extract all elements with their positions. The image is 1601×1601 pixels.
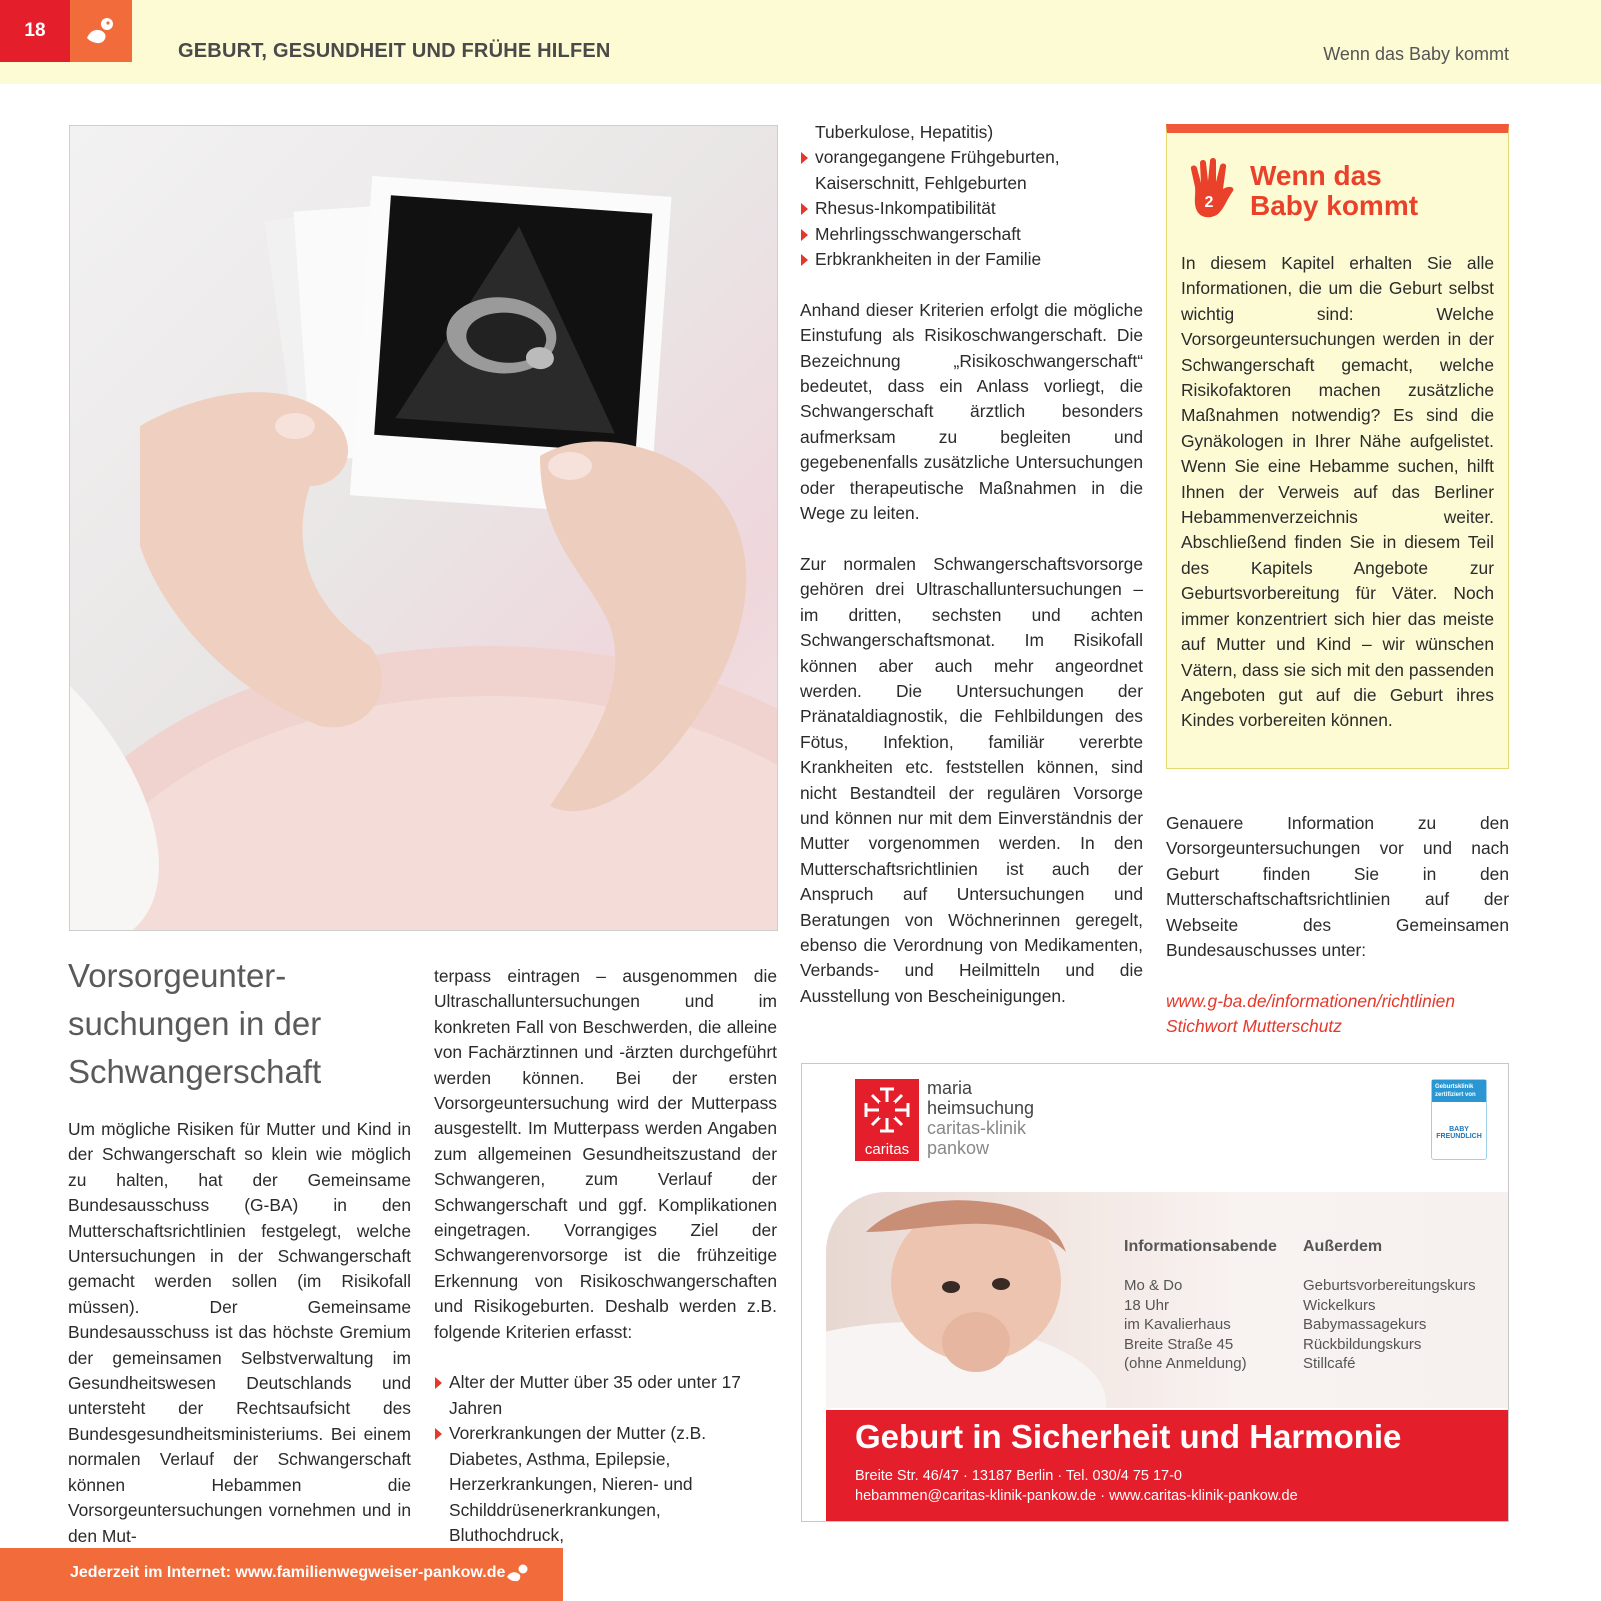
- ultrasound-photo: [69, 125, 778, 931]
- clinic-name-line: caritas-klinik: [927, 1118, 1027, 1138]
- info-box-title-line: Baby kommt: [1250, 190, 1419, 221]
- more-info-block: [1166, 811, 1509, 1040]
- courses-heading: Außerdem: [1303, 1238, 1383, 1255]
- info-box-title-line: Wenn das: [1250, 160, 1382, 191]
- heading-line: suchungen in der: [68, 1005, 322, 1042]
- section-title: GEBURT, GESUNDHEIT UND FRÜHE HILFEN: [178, 40, 611, 62]
- chapter-title: Wenn das Baby kommt: [1323, 44, 1509, 64]
- course-item: Rückbildungskurs: [1303, 1335, 1422, 1353]
- hand-icon: [1181, 157, 1241, 221]
- caritas-cross-icon: [862, 1085, 912, 1135]
- info-evenings-heading: Informationsabende: [1124, 1238, 1277, 1255]
- list-continuation: Tuberkulose, Hepatitis): [815, 122, 994, 142]
- detail-line: 18 Uhr: [1124, 1296, 1170, 1314]
- criteria-list: [434, 1370, 777, 1548]
- article-paragraph: Anhand dieser Kriterien erfolgt die mögliche Einstufung als Risikoschwangerschaft. Die Bezeichnung „Risikoschwangerschaft“ bedeutet, dass ein Anlass vorliegt, die Schwangerschaft ärztlich besonders aufmerksam zu begleiten und gegebenenfalls zusätzliche Untersuchungen oder therapeutische Maßnahmen in die Wege zu leiten.: [800, 299, 1143, 524]
- article-column-2: [434, 964, 777, 1548]
- heading-line: Schwangerschaft: [68, 1053, 322, 1090]
- page-footer: [0, 1548, 563, 1601]
- heading-line: Vorsorgeunter-: [68, 957, 287, 994]
- criteria-list-continued: [800, 145, 1143, 272]
- baby-icon: [83, 16, 119, 46]
- page-header: [0, 0, 1601, 84]
- chapter-info-box: [1166, 124, 1509, 769]
- course-item: Stillcafé: [1303, 1355, 1356, 1372]
- baby-icon: [505, 1563, 531, 1583]
- ad-slogan: Geburt in Sicherheit und Harmonie: [855, 1418, 1402, 1455]
- slogan-band: [826, 1410, 1508, 1521]
- article-paragraph: terpass eintragen – ausgenommen die Ultraschalluntersuchungen und im konkreten Fall von Beschwerden, die alleine von Fachärztinnen und -ärzten durchgeführt werden können. Bei der ersten Vorsorgeuntersuchung wird der Mutterpass ausgestellt. Im Mutterpass werden Angaben zum allgemeinen Gesundheitszustand der Schwangeren, zum Verlauf der Schwangerschaft und ggf. Komplikationen eingetragen. Vorrangiges Ziel der Schwangerenvorsorge ist die frühzeitige Erkennung von Risikoschwangerschaften und Risikogeburten. Deshalb werden z.B. folgende Kriterien erfasst:: [434, 966, 777, 1342]
- clinic-advertisement: [801, 1063, 1509, 1522]
- baby-friendly-badge: [1431, 1079, 1487, 1160]
- detail-line: Breite Straße 45: [1124, 1335, 1234, 1353]
- more-info-text: Genauere Information zu den Vorsorgeuntersuchungen vor und nach Geburt finden Sie in den Mutterschaftschaftsrichtlinien auf der Webseite des Gemeinsamen Bundesauschusses unter:: [1166, 813, 1509, 961]
- course-item: Wickelkurs: [1303, 1296, 1376, 1314]
- course-item: Babymassagekurs: [1303, 1316, 1427, 1333]
- clinic-address: Breite Str. 46/47 · 13187 Berlin · Tel. 030/4 75 17-0: [855, 1468, 1182, 1484]
- article-heading: [68, 952, 408, 1096]
- info-evenings-details: [1124, 1276, 1247, 1374]
- clinic-name-line: heimsuchung: [927, 1098, 1035, 1118]
- caritas-logo: [855, 1079, 919, 1161]
- course-item: Geburtsvorbereitungskurs: [1303, 1277, 1476, 1294]
- caritas-logo-text: caritas: [864, 1141, 910, 1158]
- clinic-name-line: maria: [927, 1078, 973, 1098]
- detail-line: im Kavalierhaus: [1124, 1316, 1231, 1333]
- list-item: Erbkrankheiten in der Familie: [800, 247, 1143, 272]
- footer-website[interactable]: Jederzeit im Internet: www.familienwegweiser-pankow.de: [70, 1564, 506, 1581]
- clinic-name-line: pankow: [927, 1138, 990, 1158]
- detail-line: Mo & Do: [1124, 1277, 1183, 1294]
- list-item: Mehrlingsschwangerschaft: [800, 222, 1143, 247]
- page-number: 18: [0, 0, 70, 62]
- courses-list: [1303, 1276, 1476, 1374]
- ultrasound-photo-illustration: [70, 126, 778, 931]
- g-ba-link[interactable]: www.g-ba.de/informationen/richtlinien: [1166, 990, 1456, 1011]
- list-item: Alter der Mutter über 35 oder unter 17 Jahren: [434, 1370, 777, 1421]
- chapter-number: 2: [1204, 194, 1214, 211]
- article-column-3: [800, 120, 1143, 1009]
- badge-label: BABY FREUNDLICH: [1436, 1126, 1482, 1140]
- info-box-title: [1250, 161, 1418, 221]
- newborn-photo: [826, 1192, 1508, 1408]
- info-box-text: In diesem Kapitel erhalten Sie alle Informationen, die um die Geburt selbst wichtig sind: Welche Vorsorgeuntersuchungen werden in der Schwangerschaft gemacht, welche Risikofaktoren machen zusätzliche Maßnahmen notwendig? Es sind die Gynäkologen in Ihrer Nähe aufgelistet. Wenn Sie eine Hebamme suchen, hilft Ihnen der Verweis auf das Berliner Hebammenverzeichnis weiter. Abschließend finden Sie in diesem Teil des Kapitels Angebote zur Geburtsvorbereitung für Väter. Noch immer konzentriert sich hier das meiste auf Mutter und Kind – wir wünschen Vätern, dass sie sich mit den passenden Angeboten gut auf die Geburt ihres Kindes vorbereiten können.: [1181, 253, 1494, 731]
- list-item: Vorerkrankungen der Mutter (z.B. Diabetes, Asthma, Epilepsie, Herzerkrankungen, Nieren- und Schilddrüsenerkrankungen, Bluthochdruck,: [434, 1421, 777, 1548]
- article-paragraph: Zur normalen Schwangerschaftsvorsorge gehören drei Ultraschalluntersuchungen – im dritten, sechsten und achten Schwangerschaftsmonat. Im Risikofall können aber auch mehr angeordnet werden. Die Untersuchungen der Pränataldiagnostik, die Fehlbildungen des Fötus, Infektion, familiär vererbte Krankheiten etc. feststellen können, sind nicht Bestandteil der regulären Vorsorge und können nur mit dem Einverständnis der Mutter vorgenommen werden. In den Mutterschaftsrichtlinien ist auch der Anspruch auf Untersuchungen und Beratungen von Wöchnerinnen geregelt, ebenso die Verordnung von Medikamenten, Verbands- und Heilmitteln und die Ausstellung von Bescheinigungen.: [800, 553, 1143, 1006]
- clinic-name: [927, 1078, 1034, 1158]
- keyword-text: Stichwort Mutterschutz: [1166, 1016, 1342, 1037]
- badge-caption: Geburtsklinik zertifiziert von: [1432, 1080, 1486, 1102]
- header-icon-box: [70, 0, 132, 62]
- list-item: vorangegangene Frühgeburten, Kaiserschnitt, Fehlgeburten: [800, 145, 1143, 196]
- article-paragraph: Um mögliche Risiken für Mutter und Kind in der Schwangerschaft so klein wie möglich zu halten, hat der Gemeinsame Bundesausschuss (G-BA) in den Mutterschaftsrichtlinien festgelegt, welche Untersuchungen in der Schwangerschaft gemacht werden sollen (im Risikofall müssen). Der Gemeinsame Bundesausschuss ist das höchste Gremium der gemeinsamen Selbstverwaltung im Gesundheitswesen Deutschlands und untersteht der Rechtsaufsicht des Bundesgesundheitsministeriums. Bei einem normalen Verlauf der Schwangerschaft können Hebammen die Vorsorgeuntersuchungen vornehmen und in den Mut-: [68, 1119, 411, 1546]
- detail-line: (ohne Anmeldung): [1124, 1355, 1247, 1372]
- article-column-1: [68, 1117, 411, 1549]
- clinic-contact[interactable]: hebammen@caritas-klinik-pankow.de · www.caritas-klinik-pankow.de: [855, 1488, 1298, 1504]
- list-item: Rhesus-Inkompatibilität: [800, 196, 1143, 221]
